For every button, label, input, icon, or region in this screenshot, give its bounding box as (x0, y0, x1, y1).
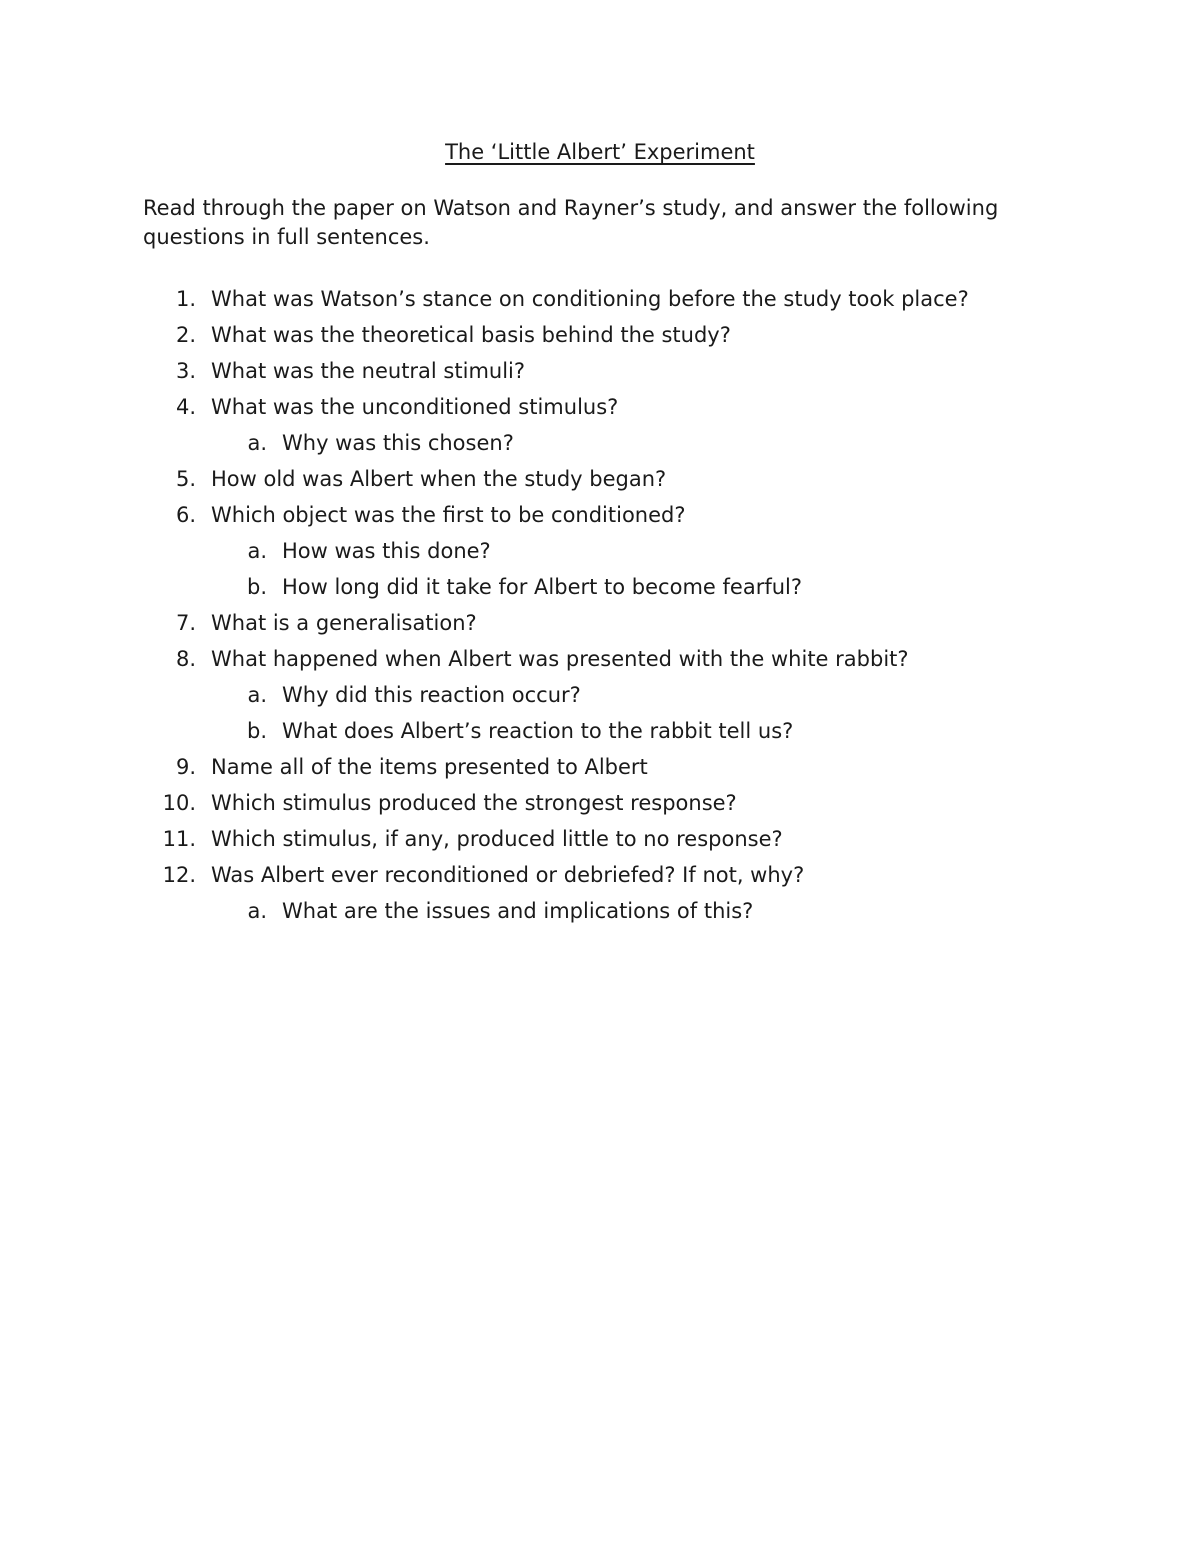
sub-question-item (0, 425, 1200, 461)
question-item (0, 641, 1200, 677)
question-text: Was Albert ever reconditioned or debriefed? If not, why? (211, 863, 805, 887)
question-list (0, 281, 1200, 929)
question-item (0, 821, 1200, 857)
question-text: Which stimulus, if any, produced little to no response? (211, 827, 783, 851)
instructions-paragraph: Read through the paper on Watson and Rayner’s study, and answer the following questions in full sentences. (143, 196, 999, 249)
sub-question-text: What are the issues and implications of this? (282, 899, 754, 923)
sub-question-text: How long did it take for Albert to become fearful? (282, 575, 803, 599)
sub-question-item (0, 677, 1200, 713)
sub-question-item (0, 893, 1200, 929)
question-text: Which stimulus produced the strongest response? (211, 791, 737, 815)
question-item (0, 605, 1200, 641)
question-text: What was the theoretical basis behind the study? (211, 323, 731, 347)
question-number: 6. (175, 503, 196, 527)
question-number: 2. (175, 323, 196, 347)
question-text: What was Watson’s stance on conditioning before the study took place? (211, 287, 969, 311)
sub-question-letter: b. (246, 719, 267, 743)
question-item (0, 857, 1200, 893)
question-number: 8. (175, 647, 196, 671)
question-item (0, 785, 1200, 821)
question-number: 10. (162, 791, 196, 815)
sub-question-letter: a. (247, 431, 267, 455)
question-text: What is a generalisation? (211, 611, 477, 635)
sub-question-letter: a. (247, 899, 267, 923)
sub-question-letter: a. (247, 683, 267, 707)
question-item (0, 749, 1200, 785)
question-number: 5. (175, 467, 196, 491)
question-item (0, 281, 1200, 317)
question-text: How old was Albert when the study began? (211, 467, 667, 491)
question-item (0, 497, 1200, 533)
sub-question-text: What does Albert’s reaction to the rabbit tell us? (282, 719, 794, 743)
sub-question-item (0, 713, 1200, 749)
sub-question-text: Why was this chosen? (282, 431, 514, 455)
question-text: Name all of the items presented to Albert (211, 755, 648, 779)
question-number: 12. (162, 863, 196, 887)
question-number: 9. (175, 755, 196, 779)
document-title (0, 136, 1200, 168)
sub-question-text: How was this done? (282, 539, 491, 563)
question-text: What was the neutral stimuli? (211, 359, 526, 383)
question-number: 7. (175, 611, 196, 635)
question-item (0, 317, 1200, 353)
document-title-text: The ‘Little Albert’ Experiment (445, 140, 755, 164)
sub-question-item (0, 533, 1200, 569)
question-number: 4. (175, 395, 196, 419)
sub-question-letter: a. (247, 539, 267, 563)
sub-question-item (0, 569, 1200, 605)
question-text: What was the unconditioned stimulus? (211, 395, 619, 419)
question-number: 3. (175, 359, 196, 383)
sub-question-text: Why did this reaction occur? (282, 683, 581, 707)
question-item (0, 461, 1200, 497)
question-text: What happened when Albert was presented with the white rabbit? (211, 647, 909, 671)
question-text: Which object was the first to be conditioned? (211, 503, 686, 527)
question-number: 1. (175, 287, 196, 311)
question-item (0, 353, 1200, 389)
question-number: 11. (162, 827, 196, 851)
question-item (0, 389, 1200, 425)
sub-question-letter: b. (246, 575, 267, 599)
